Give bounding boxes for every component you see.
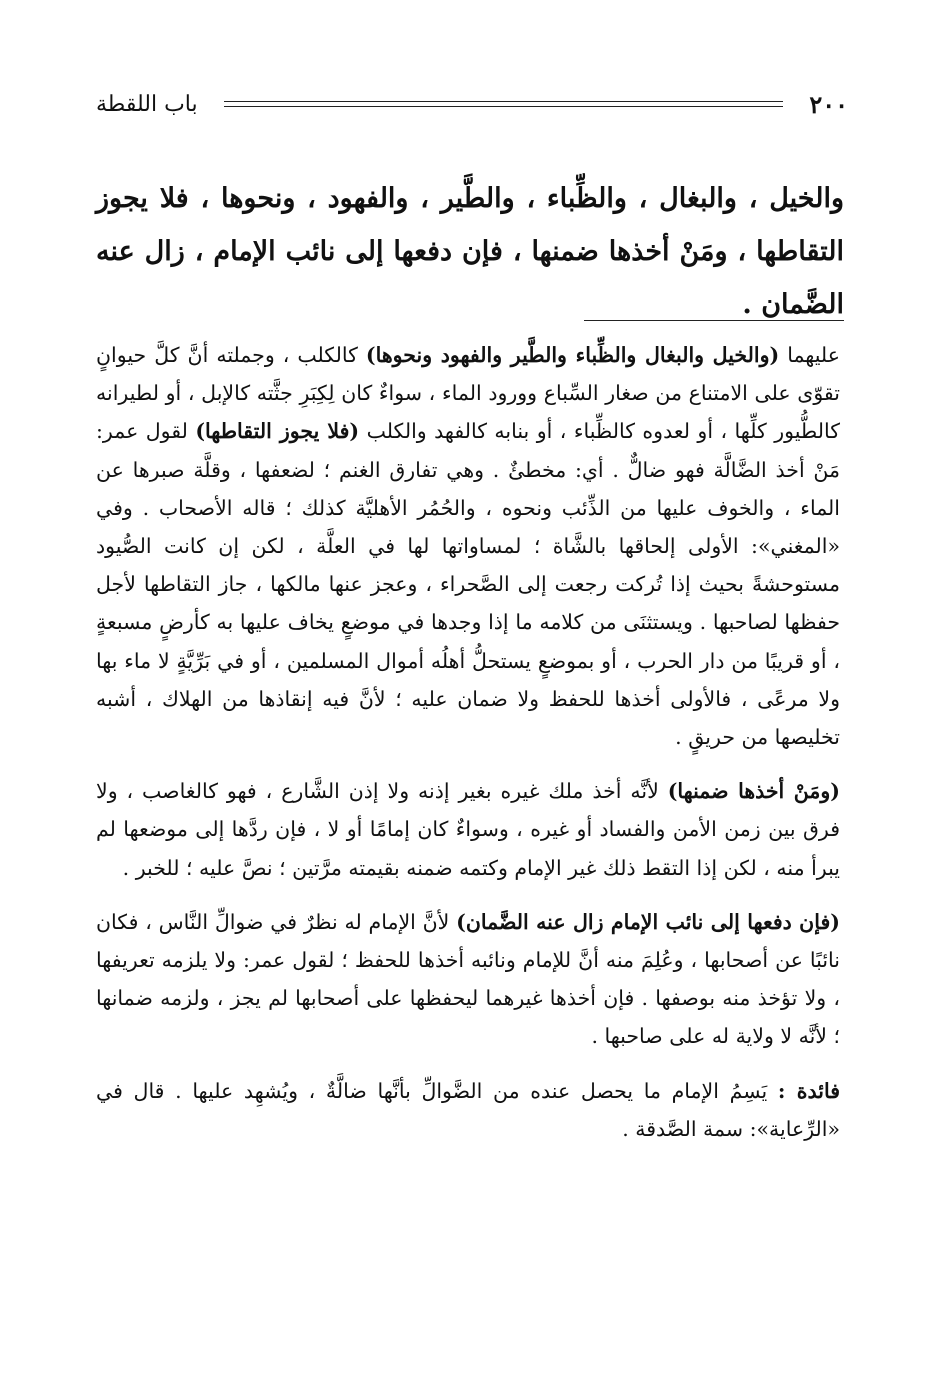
header-rule (224, 101, 784, 107)
commentary-text: لأنَّه أخذ ملك غيره بغير إذنه ولا إذن الشَّارع ، فهو كالغاصب ، ولا فرق بين زمن الأمن والفساد أو غيره ، وسواءٌ كان إمامًا أو لا ، فإن ردَّها إلى موضعها لم يبرأ منه ، لكن إذا التقط ذلك غير الإمام وكتمه ضمنه بقيمته مرَّتين ؛ نصَّ عليه ؛ للخبر . (96, 779, 840, 880)
chapter-title: باب اللقطة (96, 91, 198, 117)
commentary-paragraph-1 (96, 336, 840, 756)
footnote-separator (584, 320, 844, 321)
note-label: فائدة : (777, 1078, 840, 1103)
quoted-phrase: (ومَنْ أخذها ضمنها) (667, 779, 840, 804)
commentary-paragraph-2 (96, 772, 840, 887)
commentary-text: لقول عمر: مَنْ أخذ الضَّالَّة فهو ضالٌّ . أي: مخطئٌ . وهي تفارق الغنم ؛ لضعفها ، وقلَّة صبرها عن الماء ، والخوف عليها من الذِّئب ونحوه ، والحُمُر الأهليَّة كذلك ؛ قاله الأصحاب . وفي «المغني»: الأولى إلحاقها بالشَّاة ؛ لمساواتها لها في العلَّة ، لكن إن كانت الصُّيود مستوحشةً بحيث إذا تُركت رجعت إلى الصَّحراء ، وعجز عنها مالكها ، جاز التقاطها لأجل حفظها لصاحبها . ويستثنَى من كلامه ما إذا وجدها في موضعٍ يخاف عليها به كأرضٍ مسبعةٍ ، أو قريبًا من دار الحرب ، أو بموضعٍ يستحلُّ أهلُه أموال المسلمين ، أو في بَرِّيَّةٍ لا ماء بها ولا مرعًى ، فالأولى أخذها للحفظ ولا ضمان عليه ؛ لأنَّ فيه إنقاذها من الهلاك ، أشبه تخليصها من حريقٍ . (96, 419, 840, 750)
page-number: ٢٠٠ (809, 89, 848, 119)
quoted-phrase: (فلا يجوز التقاطها) (195, 419, 360, 444)
page-header (96, 84, 848, 124)
commentary-paragraph-3 (96, 903, 840, 1056)
quoted-phrase: (فإن دفعها إلى نائب الإمام زال عنه الضَّمان) (456, 909, 840, 934)
commentary-paragraph-4 (96, 1072, 840, 1148)
main-text: والخيل ، والبغال ، والظِّباء ، والطَّير ، والفهود ، ونحوها ، فلا يجوز التقاطها ، ومَنْ أخذها ضمنها ، فإن دفعها إلى نائب الإمام ، زال عنه الضَّمان . (96, 183, 844, 320)
commentary-lead: عليهما (787, 343, 840, 367)
quoted-phrase: (والخيل والبغال والظِّباء والطَّير والفهود ونحوها) (365, 343, 780, 367)
commentary-text: لأنَّ الإمام له نظرٌ في ضوالِّ النَّاس ، فكان نائبًا عن أصحابها ، وعُلِمَ منه أنَّ للإمام ونائبه أخذها للحفظ ؛ لقول عمر: ولا يلزمه تعريفها ، ولا تؤخذ منه بوصفها . فإن أخذها غيرهما ليحفظها على أصحابها لم يجز ، ولزمه ضمانها ؛ لأنَّه لا ولاية له على صاحبها . (96, 909, 840, 1049)
commentary-text: يَسِمُ الإمام ما يحصل عنده من الضَّوالِّ بأنَّها ضالَّةٌ ، ويُشهِد عليها . قال في «الرِّعاية»: سمة الصَّدقة . (96, 1078, 840, 1141)
commentary (96, 336, 840, 1164)
commentary-text: كالكلب ، وجملته أنَّ كلَّ حيوانٍ تقوّى على الامتناع من صغار السِّباع وورود الماء ، سواءٌ كان لِكِبَرِ جثَّته كالإبل ، أو لطيرانه كالطُّيور كلِّها ، أو لعدوه كالظِّباء ، أو بنابه كالفهد والكلب (96, 343, 841, 444)
